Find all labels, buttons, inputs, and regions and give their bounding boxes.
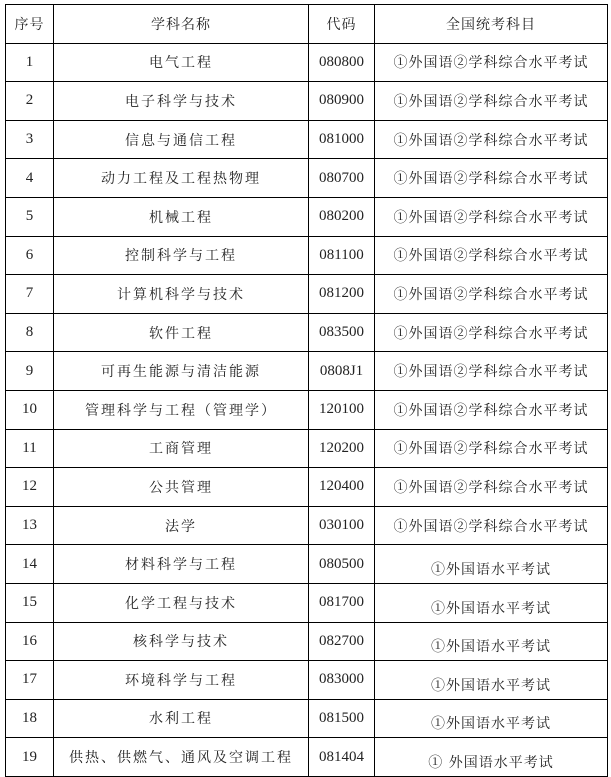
exam-subjects: ①外国语②学科综合水平考试 — [375, 390, 608, 429]
subject-name: 材料科学与工程 — [54, 545, 309, 584]
row-number: 18 — [6, 699, 54, 738]
subject-table — [5, 4, 608, 777]
subject-name: 公共管理 — [54, 468, 309, 507]
table-row — [6, 82, 608, 121]
exam-subjects: ①外国语水平考试 — [375, 699, 608, 738]
table-row — [6, 120, 608, 159]
subject-code: 083000 — [309, 661, 375, 700]
exam-subjects: ① 外国语水平考试 — [375, 738, 608, 777]
row-number: 19 — [6, 738, 54, 777]
exam-subjects: ①外国语水平考试 — [375, 583, 608, 622]
subject-name: 动力工程及工程热物理 — [54, 159, 309, 198]
table-row — [6, 661, 608, 700]
table-row — [6, 275, 608, 314]
table-row — [6, 738, 608, 777]
subject-name: 工商管理 — [54, 429, 309, 468]
subject-code: 083500 — [309, 313, 375, 352]
row-number: 6 — [6, 236, 54, 275]
subject-code: 120400 — [309, 468, 375, 507]
table-row — [6, 197, 608, 236]
exam-subjects: ①外国语水平考试 — [375, 661, 608, 700]
table-row — [6, 429, 608, 468]
subject-name: 核科学与技术 — [54, 622, 309, 661]
row-number: 2 — [6, 82, 54, 121]
header-no: 序号 — [6, 5, 54, 44]
subject-code: 0808J1 — [309, 352, 375, 391]
subject-name: 化学工程与技术 — [54, 583, 309, 622]
row-number: 12 — [6, 468, 54, 507]
row-number: 8 — [6, 313, 54, 352]
row-number: 9 — [6, 352, 54, 391]
subject-code: 081200 — [309, 275, 375, 314]
header-name: 学科名称 — [54, 5, 309, 44]
table-row — [6, 622, 608, 661]
row-number: 10 — [6, 390, 54, 429]
exam-subjects: ①外国语②学科综合水平考试 — [375, 506, 608, 545]
exam-subjects: ①外国语②学科综合水平考试 — [375, 197, 608, 236]
table-row — [6, 236, 608, 275]
table-row — [6, 468, 608, 507]
table-row — [6, 390, 608, 429]
exam-subjects: ①外国语②学科综合水平考试 — [375, 313, 608, 352]
table-row — [6, 313, 608, 352]
subject-code: 081404 — [309, 738, 375, 777]
exam-subjects: ①外国语②学科综合水平考试 — [375, 120, 608, 159]
row-number: 14 — [6, 545, 54, 584]
subject-code: 080200 — [309, 197, 375, 236]
exam-subjects: ①外国语②学科综合水平考试 — [375, 468, 608, 507]
exam-subjects: ①外国语②学科综合水平考试 — [375, 275, 608, 314]
subject-code: 080700 — [309, 159, 375, 198]
table-row — [6, 159, 608, 198]
exam-subjects: ①外国语水平考试 — [375, 545, 608, 584]
row-number: 4 — [6, 159, 54, 198]
header-row — [6, 5, 608, 44]
table-row — [6, 352, 608, 391]
table-row — [6, 583, 608, 622]
subject-name: 计算机科学与技术 — [54, 275, 309, 314]
subject-name: 管理科学与工程（管理学） — [54, 390, 309, 429]
table-row — [6, 506, 608, 545]
subject-name: 电子科学与技术 — [54, 82, 309, 121]
exam-subjects: ①外国语②学科综合水平考试 — [375, 43, 608, 82]
subject-name: 软件工程 — [54, 313, 309, 352]
table-row — [6, 43, 608, 82]
subject-code: 080900 — [309, 82, 375, 121]
exam-subjects: ①外国语②学科综合水平考试 — [375, 429, 608, 468]
subject-code: 081000 — [309, 120, 375, 159]
subject-code: 081700 — [309, 583, 375, 622]
row-number: 13 — [6, 506, 54, 545]
subject-code: 080500 — [309, 545, 375, 584]
header-code: 代码 — [309, 5, 375, 44]
row-number: 5 — [6, 197, 54, 236]
table-row — [6, 699, 608, 738]
subject-name: 供热、供燃气、通风及空调工程 — [54, 738, 309, 777]
exam-subjects: ①外国语水平考试 — [375, 622, 608, 661]
row-number: 11 — [6, 429, 54, 468]
subject-code: 120200 — [309, 429, 375, 468]
subject-code: 030100 — [309, 506, 375, 545]
subject-name: 机械工程 — [54, 197, 309, 236]
row-number: 17 — [6, 661, 54, 700]
subject-code: 081500 — [309, 699, 375, 738]
subject-name: 信息与通信工程 — [54, 120, 309, 159]
subject-name: 电气工程 — [54, 43, 309, 82]
subject-name: 法学 — [54, 506, 309, 545]
exam-subjects: ①外国语②学科综合水平考试 — [375, 82, 608, 121]
subject-name: 环境科学与工程 — [54, 661, 309, 700]
row-number: 1 — [6, 43, 54, 82]
subject-code: 081100 — [309, 236, 375, 275]
exam-subjects: ①外国语②学科综合水平考试 — [375, 159, 608, 198]
header-exam: 全国统考科目 — [375, 5, 608, 44]
subject-name: 控制科学与工程 — [54, 236, 309, 275]
row-number: 3 — [6, 120, 54, 159]
table-row — [6, 545, 608, 584]
subject-name: 可再生能源与清洁能源 — [54, 352, 309, 391]
row-number: 7 — [6, 275, 54, 314]
exam-subjects: ①外国语②学科综合水平考试 — [375, 236, 608, 275]
subject-code: 120100 — [309, 390, 375, 429]
subject-name: 水利工程 — [54, 699, 309, 738]
exam-subjects: ①外国语②学科综合水平考试 — [375, 352, 608, 391]
row-number: 16 — [6, 622, 54, 661]
subject-code: 080800 — [309, 43, 375, 82]
row-number: 15 — [6, 583, 54, 622]
subject-code: 082700 — [309, 622, 375, 661]
